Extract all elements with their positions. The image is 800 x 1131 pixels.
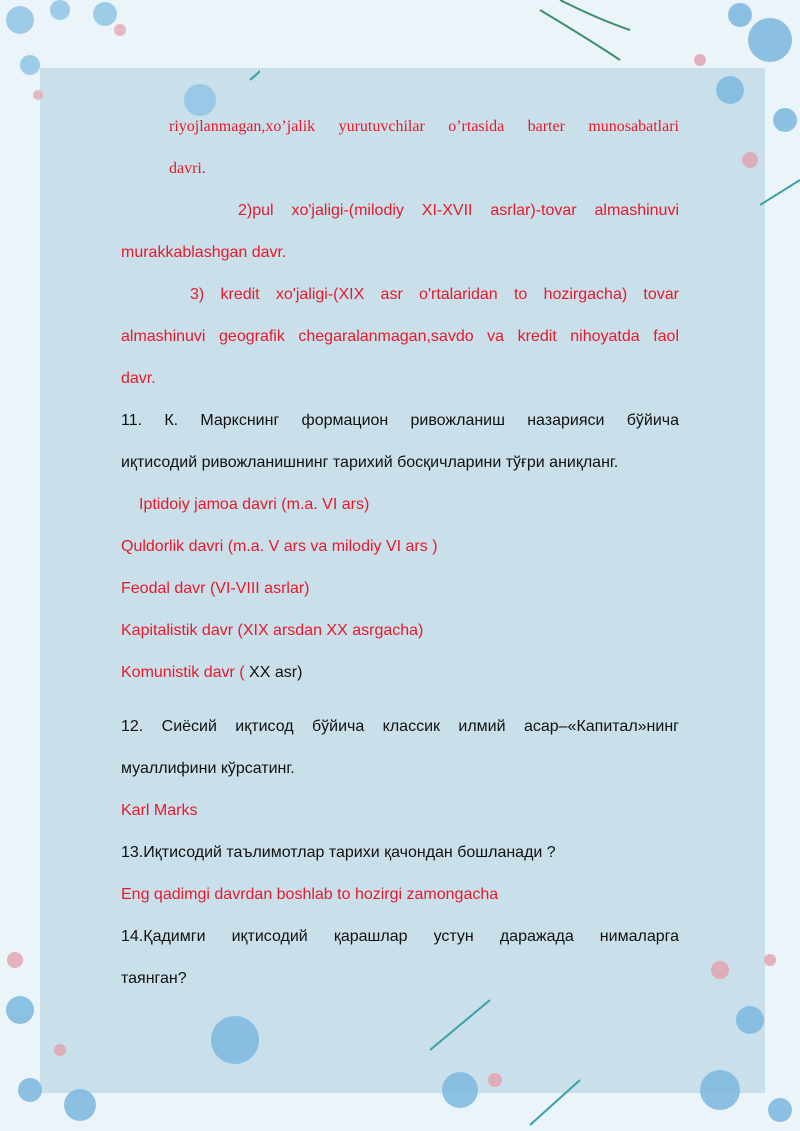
money-answer-line-1: 2)pul xo'jaligi-(milodiy XI-XVII asrlar)-tovar almashinuvi [238,202,679,219]
question-12-line-1: 12. Сиёсий иқтисод бўйича классик илмий асар–«Капитал»нинг [121,718,679,735]
question-12-line-2: муаллифини кўрсатинг. [121,760,295,777]
question-13: 13.Иқтисодий таълимотлар тарихи қачондан бошланади ? [121,844,556,861]
credit-answer-line-2: almashinuvi geografik chegaralanmagan,savdo va kredit nihoyatda faol [121,328,679,345]
answer-11-item: Quldorlik davri (m.a. V ars va milodiy VI ars ) [121,538,438,555]
answer-13: Eng qadimgi davrdan boshlab to hozirgi zamongacha [121,886,499,903]
question-11-line-1: 11. К. Маркснинг формацион ривожланиш назарияси бўйича [121,412,679,429]
question-11-line-2: иқтисодий ривожланишнинг тарихий босқичларини тўғри аниқланг. [121,454,619,471]
answer-11-item: Iptidoiy jamoa davri (m.a. VI ars) [139,496,370,513]
question-14-line-1: 14.Қадимги иқтисодий қарашлар устун даражада нималарга [121,928,679,945]
answer-11-item-last [121,652,679,694]
answer-11-item: Kapitalistik davr (XIX arsdan XX asrgacha) [121,622,424,639]
barter-answer-line-1: riyojlanmagan,xo’jalik yurutuvchilar o’rtasida barter munosabatlari [169,118,679,135]
credit-answer-line-1: 3) kredit xo'jaligi-(XIX asr o'rtalaridan to hozirgacha) tovar [190,286,679,303]
barter-answer-line-2: davri. [169,160,206,177]
money-answer-line-2: murakkablashgan davr. [121,244,287,261]
credit-answer-line-3: davr. [121,370,156,387]
question-14-line-2: таянган? [121,970,187,987]
answer-11-last-black: XX asr) [249,664,303,681]
answer-11-item: Feodal davr (VI-VIII asrlar) [121,580,310,597]
answer-12: Karl Marks [121,802,198,819]
answer-11-last-red: Komunistik davr ( [121,664,250,681]
document-body [121,106,679,1000]
